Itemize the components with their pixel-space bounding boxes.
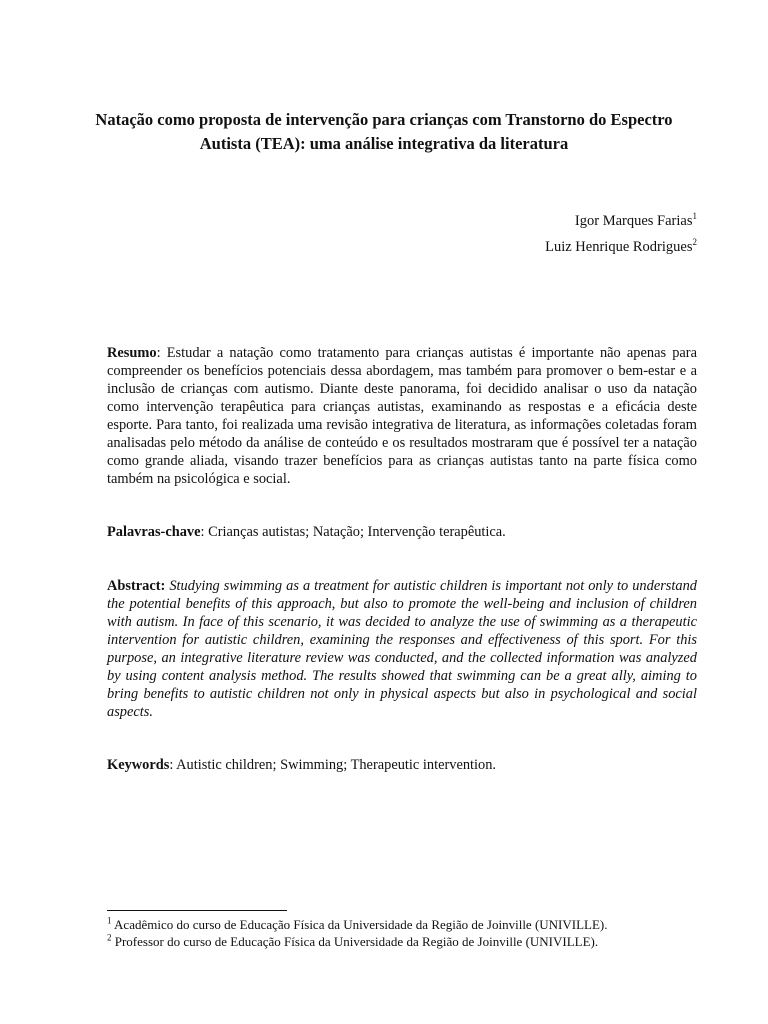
author-list	[545, 208, 697, 260]
keywords-text: : Autistic children; Swimming; Therapeutic intervention.	[169, 757, 497, 773]
palavras-chave-label: Palavras-chave	[107, 524, 201, 540]
keywords-paragraph	[107, 756, 697, 774]
palavras-chave-paragraph	[107, 523, 697, 541]
footnote-1	[107, 916, 707, 933]
footnote-1-text: Acadêmico do curso de Educação Física da Universidade da Região de Joinville (UNIVILLE).	[111, 917, 608, 932]
author-2-name: Luiz Henrique Rodrigues	[545, 239, 693, 255]
footnotes	[107, 916, 707, 950]
resumo-text: : Estudar a natação como tratamento para crianças autistas é importante não apenas para compreender os benefícios potenciais dessa abordagem, mas também para promover o bem-estar e a inclusão de crianças com autismo. Diante deste panorama, foi decidido analisar o uso da natação como intervenção terapêutica para crianças autistas, examinando as respostas e a eficácia deste esporte. Para tanto, foi realizada uma revisão integrativa de literatura, as informações coletadas foram analisadas pelo método da análise de conteúdo e os resultados mostraram que é possível ter a natação como grande aliada, visando trazer benefícios para as crianças autistas tanto na parte física como também na psicológica e social.	[107, 345, 697, 487]
footnote-separator	[107, 910, 287, 911]
footnote-2-mark: 2	[107, 932, 112, 943]
author-2-footnote-mark: 2	[692, 237, 697, 248]
footnote-2	[107, 933, 707, 950]
keywords-label: Keywords	[107, 757, 170, 773]
resumo-label: Resumo	[107, 345, 157, 361]
paper-title: Natação como proposta de intervenção para crianças com Transtorno do Espectro Autista (TEA): uma análise integrativa da literatura	[95, 110, 673, 153]
author-1-footnote-mark: 1	[692, 211, 697, 222]
abstract-paragraph	[107, 577, 697, 721]
footnote-2-text: Professor do curso de Educação Física da Universidade da Região de Joinville (UNIVILLE).	[111, 934, 599, 949]
abstract-text: Studying swimming as a treatment for autistic children is important not only to understand the potential benefits of this approach, but also to promote the well-being and inclusion of children with autism. In face of this scenario, it was decided to analyze the use of swimming as a therapeutic intervention for autistic children, examining the responses and effectiveness of this sport. For this purpose, an integrative literature review was conducted, and the collected information was analyzed by using content analysis method. The results showed that swimming can be a great ally, aiming to bring benefits to autistic children not only in physical aspects but also in psychological and social aspects.	[107, 578, 697, 720]
abstract-label: Abstract:	[107, 578, 166, 594]
resumo-paragraph	[107, 344, 697, 488]
author-1-name: Igor Marques Farias	[574, 213, 693, 229]
author-2	[545, 234, 697, 260]
author-1	[545, 208, 697, 234]
footnote-1-mark: 1	[107, 915, 112, 926]
palavras-chave-text: : Crianças autistas; Natação; Intervenção terapêutica.	[200, 524, 506, 540]
